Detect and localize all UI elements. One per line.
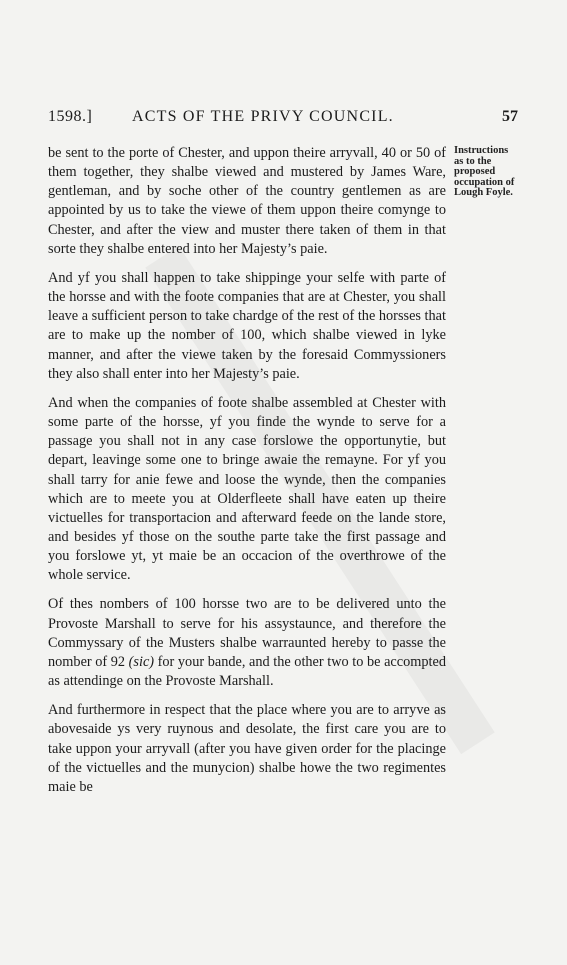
margin-note-line: occupation of	[454, 176, 515, 188]
body-text	[48, 144, 446, 807]
paragraph-text: Of thes nombers of 100 horsse two are to be delivered unto the Provoste Marshall to serve for his assystaunce, and therefore the Commyssary of the Musters shalbe warraunted hereby to passe the nomber of 92	[48, 596, 446, 670]
running-header	[48, 108, 518, 130]
paragraph: And furthermore in respect that the place where you are to arryve as abovesaide ys very ruynous and desolate, the first care you are to take uppon your arryvall (after you have given order for the placinge of the victuelles and the munycion) shalbe howe the two regimentes maie be	[48, 702, 446, 795]
header-year: 1598.]	[48, 108, 93, 125]
margin-note	[454, 146, 532, 199]
margin-note-line: Instructions	[454, 145, 509, 156]
paragraph-text: for your bande, and the other two to be accompted as attendinge on the Provoste Marshall.	[48, 653, 447, 690]
sic-annotation: (sic)	[128, 653, 155, 670]
header-title: ACTS OF THE PRIVY COUNCIL.	[132, 108, 394, 125]
paragraph: be sent to the porte of Chester, and uppon theire arryvall, 40 or 50 of them together, they shalbe viewed and mustered by James Ware, gentleman, and by soche other of the country gentlemen as are appointed by us to take the viewe of them uppon theire comynge to Chester, and after the view and muster there taken of them in that sorte they shalbe entered into her Majesty’s paie.	[48, 145, 446, 257]
paragraph	[48, 595, 446, 691]
page-number: 57	[502, 108, 518, 125]
margin-note-line: Lough Foyle.	[454, 187, 513, 199]
paragraph: And yf you shall happen to take shippinge your selfe with parte of the horsse and with the foote companies that are at Chester, you shall leave a sufficient person to take chardge of the rest of the horsses that are to make up the nomber of 100, which shalbe viewed in lyke manner, and after the viewe taken by the foresaid Commyssioners they also shall enter into her Majesty’s paie.	[48, 269, 446, 382]
margin-note-line: as to the	[454, 155, 492, 167]
paragraph: And when the companies of foote shalbe assembled at Chester with some parte of the horsse, yf you finde the wynde to serve for a passage you shall not in any case forslowe the opportunytie, but depart, leavinge some one to bringe awaie the remayne. For yf you shall tarry for anie fewe and loose the wynde, then the companies which are to meete you at Olderfleete shall have eaten up theire victuelles for transportacion and afterward feede on the lande store, and besides yf those on the southe parte take the first passage and you forslowe yt, yt maie be an occacion of the overthrowe of the whole service.	[48, 394, 446, 584]
margin-note-line: proposed	[454, 166, 496, 178]
